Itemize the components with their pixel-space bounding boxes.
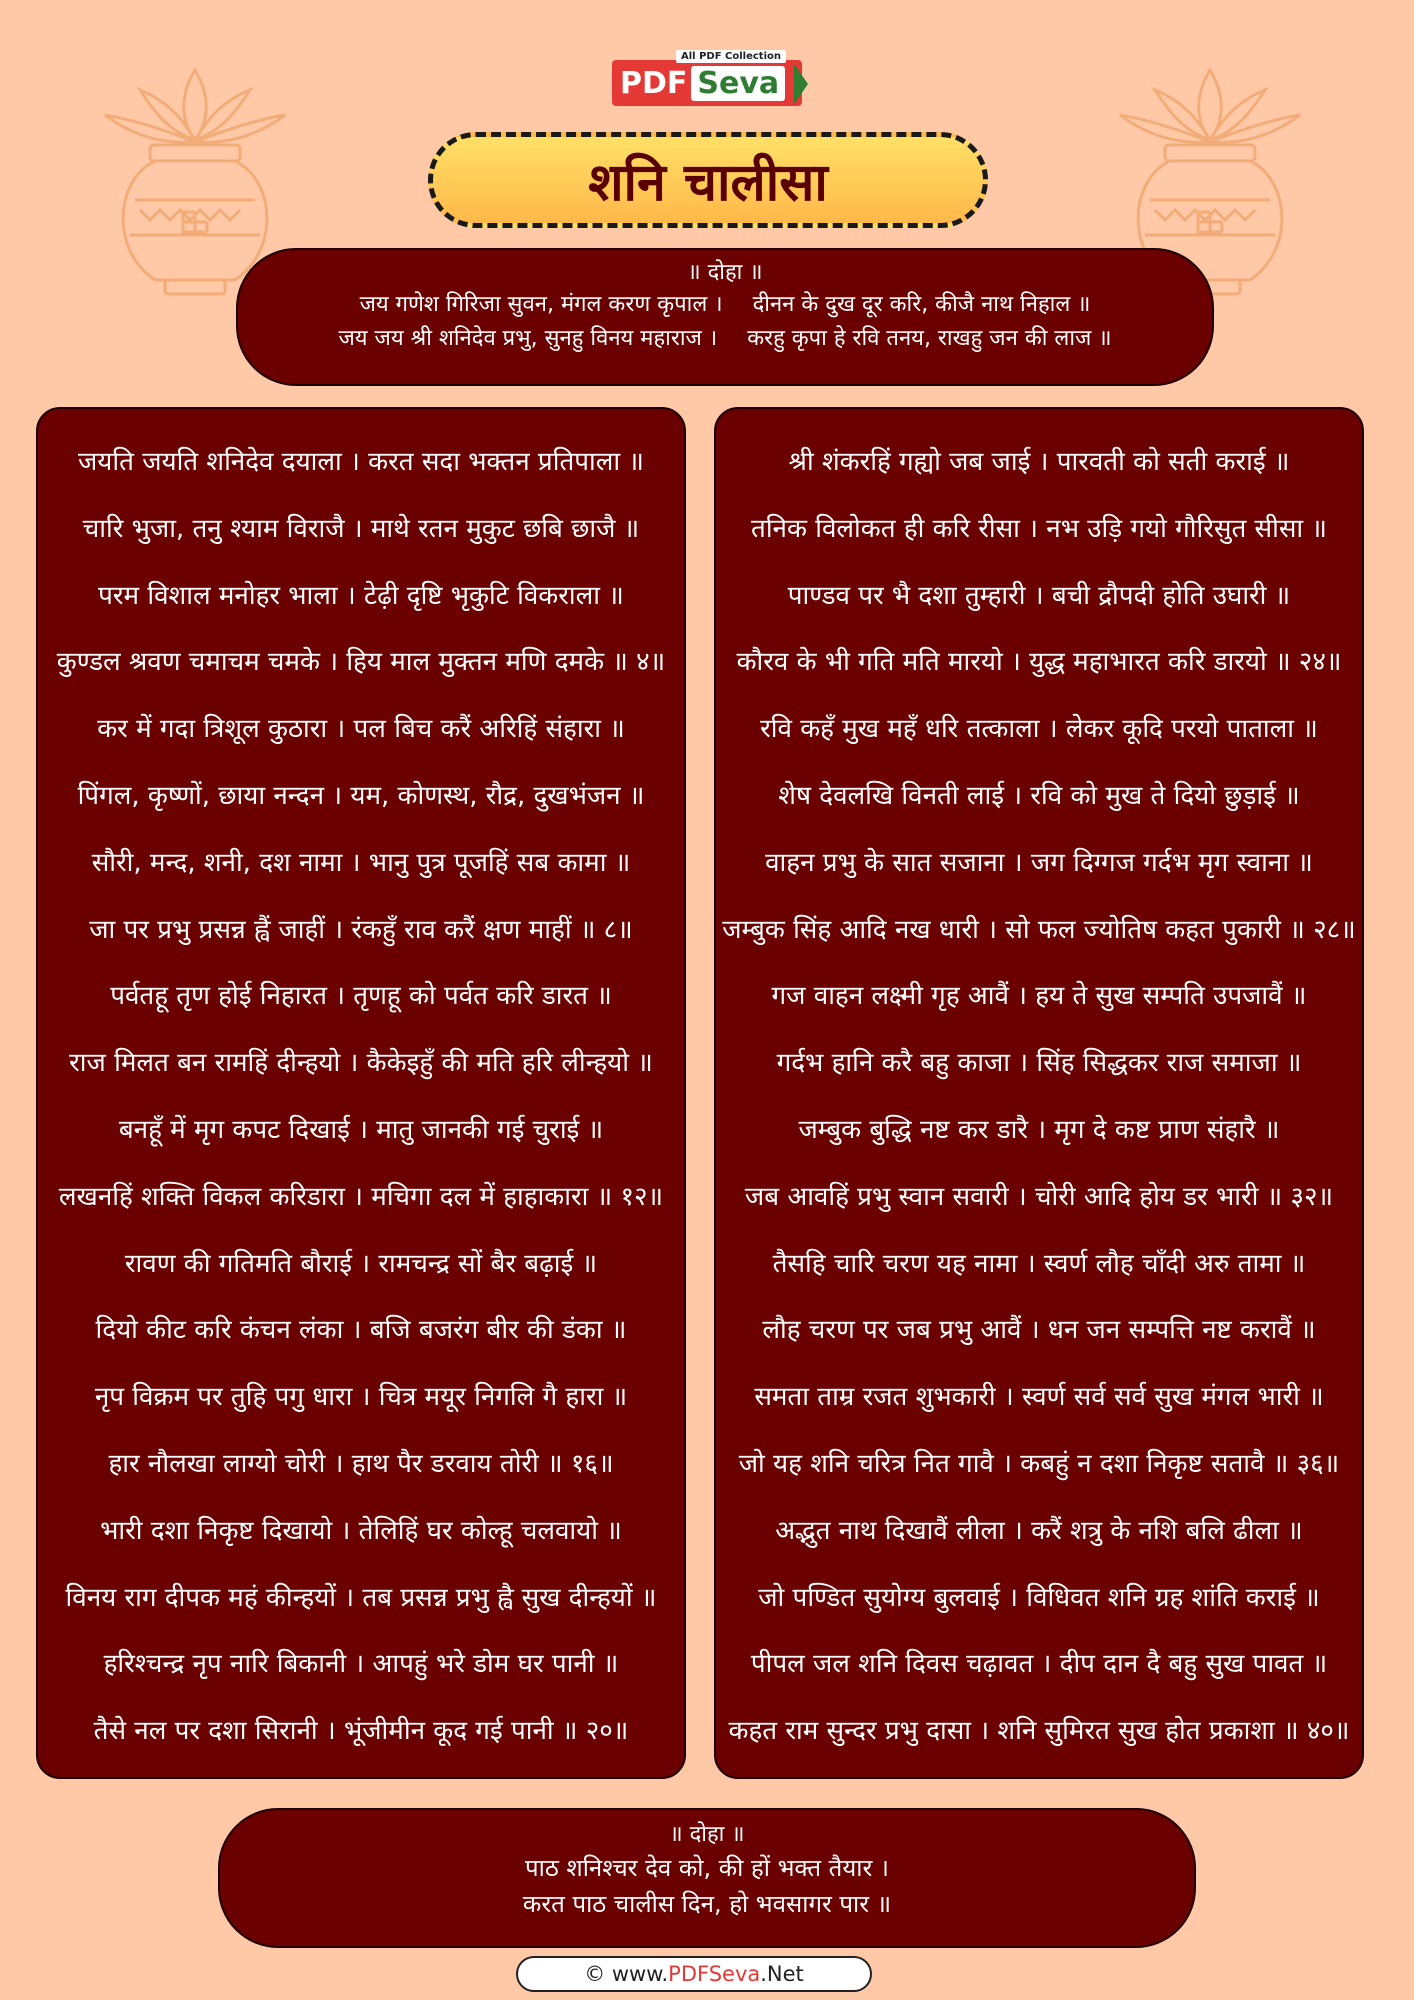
verse-line: जब आवहिं प्रभु स्वान सवारी । चोरी आदि होय डर भारी ॥ ३२॥ [744, 1181, 1334, 1212]
verse-line: समता ताम्र रजत शुभकारी । स्वर्ण सर्व सर्व सुख मंगल भारी ॥ [754, 1382, 1324, 1413]
doha-line: करहु कृपा हे रवि तनय, राखहु जन की लाज ॥ [747, 326, 1112, 351]
doha-line: करत पाठ चालीस दिन, हो भवसागर पार ॥ [522, 1890, 892, 1918]
verse-line: बनहूँ में मृग कपट दिखाई । मातु जानकी गई चुराई ॥ [118, 1114, 604, 1145]
doha-line: पाठ शनिश्चर देव को, की हों भक्त तैयार । [524, 1854, 890, 1882]
logo-badge [612, 60, 802, 106]
page-title: शनि चालीसा [588, 152, 828, 213]
verse-line: कर में गदा त्रिशूल कुठारा । पल बिच करैं अरिहिं संहारा ॥ [97, 714, 625, 745]
verse-line: जम्बुक बुद्धि नष्ट कर डारै । मृग दे कष्ट प्राण संहारै ॥ [798, 1114, 1280, 1145]
chalisa-right-column [714, 407, 1364, 1779]
verse-line: जा पर प्रभु प्रसन्न ह्वैं जाहीं । रंकहुँ राव करैं क्षण माहीं ॥ ८॥ [89, 914, 633, 945]
chalisa-left-column [36, 407, 686, 1779]
verse-line: पिंगल, कृष्णों, छाया नन्दन । यम, कोणस्थ, रौद्र, दुखभंजन ॥ [77, 780, 645, 811]
doha-heading: ॥ दोहा ॥ [687, 260, 763, 285]
verse-line: लखनहिं शक्ति विकल करिडारा । मचिगा दल में हाहाकारा ॥ १२॥ [58, 1181, 664, 1212]
verse-line: अद्भुत नाथ दिखावैं लीला । करैं शत्रु के नशि बलि ढीला ॥ [775, 1515, 1303, 1546]
logo-tagline: All PDF Collection [676, 50, 786, 63]
doha-line: जय गणेश गिरिजा सुवन, मंगल करण कृपाल । [359, 292, 723, 317]
verse-line: गर्दभ हानि करै बहु काजा । सिंह सिद्धकर राज समाजा ॥ [776, 1048, 1302, 1079]
footer-prefix: © www. [584, 1962, 669, 1986]
pdfseva-logo [612, 50, 808, 118]
verse-line: पाण्डव पर भै दशा तुम्हारी । बची द्रौपदी होति उघारी ॥ [787, 580, 1291, 611]
verse-line: शेष देवलखि विनती लाई । रवि को मुख ते दियो छुड़ाई ॥ [778, 780, 1300, 811]
verse-line: कहत राम सुन्दर प्रभु दासा । शनि सुमिरत सुख होत प्रकाशा ॥ ४०॥ [728, 1716, 1350, 1747]
verse-line: जयति जयति शनिदेव दयाला । करत सदा भक्तन प्रतिपाला ॥ [78, 447, 644, 477]
verse-line: कौरव के भी गति मति मारयो । युद्ध महाभारत करि डारयो ॥ २४॥ [736, 647, 1342, 678]
verse-line: रावण की गतिमति बौराई । रामचन्द्र सों बैर बढ़ाई ॥ [124, 1248, 598, 1279]
verse-line: तनिक विलोकत ही करि रीसा । नभ उड़ि गयो गौरिसुत सीसा ॥ [751, 513, 1327, 544]
title-banner [428, 132, 988, 228]
verse-line: पर्वतहू तृण होई निहारत । तृणहू को पर्वत करि डारत ॥ [110, 981, 612, 1012]
verse-line: दियो कीट करि कंचन लंका । बजि बजरंग बीर की डंका ॥ [95, 1315, 627, 1346]
verse-line: पीपल जल शनि दिवस चढ़ावत । दीप दान दै बहु सुख पावत ॥ [750, 1649, 1328, 1680]
verse-line: जो पण्डित सुयोग्य बुलवाई । विधिवत शनि ग्रह शांति कराई ॥ [758, 1582, 1320, 1613]
verse-line: तैसे नल पर दशा सिरानी । भूंजीमीन कूद गई पानी ॥ २०॥ [93, 1716, 629, 1747]
doha-row [238, 322, 1212, 356]
verse-line: जम्बुक सिंह आदि नख धारी । सो फल ज्योतिष कहत पुकारी ॥ २८॥ [722, 914, 1356, 945]
logo-arrow-icon [794, 64, 808, 104]
doha-line: जय जय श्री शनिदेव प्रभु, सुनहु विनय महाराज । [338, 326, 718, 351]
verse-line: हार नौलखा लाग्यो चोरी । हाथ पैर डरवाय तोरी ॥ १६॥ [108, 1448, 614, 1479]
logo-text-pdf: PDF [620, 65, 688, 101]
verse-line: परम विशाल मनोहर भाला । टेढ़ी दृष्टि भृकुटि विकराला ॥ [98, 580, 624, 611]
verse-line: लौह चरण पर जब प्रभु आवैं । धन जन सम्पत्ति नष्ट करावैं ॥ [762, 1315, 1316, 1346]
doha-bottom-panel [218, 1808, 1196, 1948]
website-footer-link[interactable] [516, 1956, 872, 1992]
verse-line: सौरी, मन्द, शनी, दश नामा । भानु पुत्र पूजहिं सब कामा ॥ [91, 847, 631, 878]
verse-line: कुण्डल श्रवण चमाचम चमके । हिय माल मुक्तन मणि दमके ॥ ४॥ [56, 647, 666, 678]
footer-brand: PDFSeva [668, 1962, 761, 1986]
verse-line: राज मिलत बन रामहिं दीन्हयो । कैकेइहुँ की मति हरि लीन्हयो ॥ [69, 1048, 653, 1079]
verse-line: हरिश्चन्द्र नृप नारि बिकानी । आपहुं भरे डोम घर पानी ॥ [103, 1649, 619, 1680]
verse-line: नृप विक्रम पर तुहि पगु धारा । चित्र मयूर निगलि गै हारा ॥ [94, 1382, 628, 1413]
verse-line: तैसहि चारि चरण यह नामा । स्वर्ण लौह चाँदी अरु तामा ॥ [772, 1248, 1306, 1279]
verse-line: गज वाहन लक्ष्मी गृह आवैं । हय ते सुख सम्पति उपजावैं ॥ [771, 981, 1307, 1012]
verse-line: जो यह शनि चरित्र नित गावै । कबहुं न दशा निकृष्ट सतावै ॥ ३६॥ [738, 1448, 1340, 1479]
logo-text-seva: Seva [691, 66, 785, 101]
doha-line: दीनन के दुख दूर करि, कीजै नाथ निहाल ॥ [752, 292, 1091, 317]
doha-top-panel [236, 248, 1214, 386]
verse-line: वाहन प्रभु के सात सजाना । जग दिग्गज गर्दभ मृग स्वाना ॥ [765, 847, 1313, 878]
verse-line: विनय राग दीपक महं कीन्हयों । तब प्रसन्न प्रभु ह्वै सुख दीन्हयों ॥ [65, 1582, 657, 1613]
doha-row [238, 288, 1212, 322]
verse-line: चारि भुजा, तनु श्याम विराजै । माथे रतन मुकुट छबि छाजै ॥ [82, 513, 640, 544]
footer-suffix: .Net [760, 1962, 804, 1986]
verse-line: रवि कहँ मुख महँ धरि तत्काला । लेकर कूदि परयो पाताला ॥ [760, 714, 1318, 745]
verse-line: भारी दशा निकृष्ट दिखायो । तेलिहिं घर कोल्हू चलवायो ॥ [100, 1515, 622, 1546]
doha-heading: ॥ दोहा ॥ [669, 1822, 745, 1847]
verse-line: श्री शंकरहिं गह्यो जब जाई । पारवती को सती कराई ॥ [788, 447, 1290, 477]
